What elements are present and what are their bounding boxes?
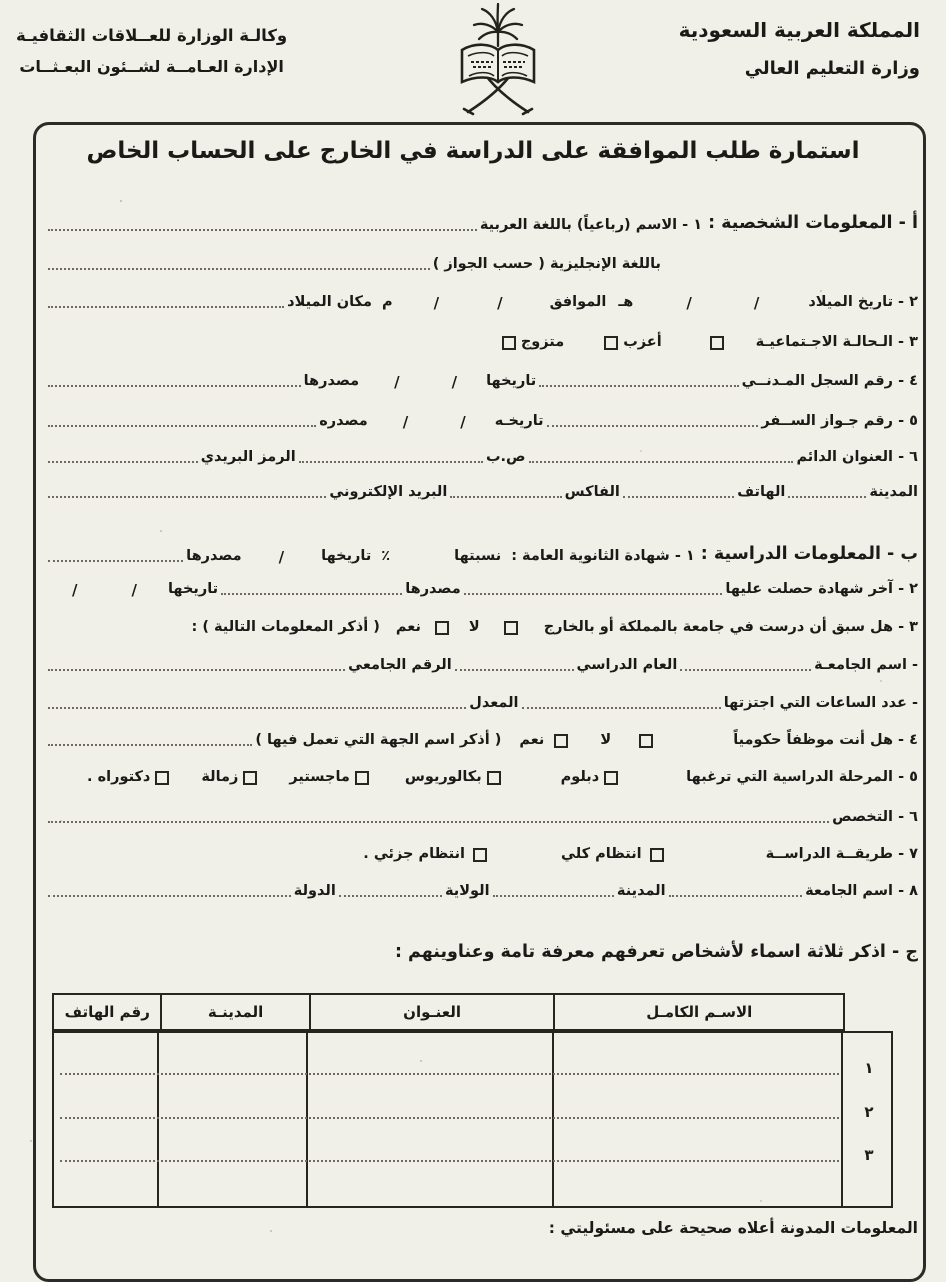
table-header-cell: المدينـة: [162, 995, 310, 1029]
field-label: ماجستير: [289, 769, 350, 785]
name-english-line: [45, 255, 661, 274]
field-label: العام الدراسي: [576, 657, 678, 673]
fill-line: [464, 591, 723, 595]
field-label: المعدل: [469, 695, 519, 711]
field-label: دكتوراه .: [87, 769, 151, 785]
references-table-header: [52, 993, 845, 1031]
field-label: انتظام جزئي .: [363, 846, 466, 862]
field-label: مصدرها: [186, 547, 242, 564]
field-label: تاريخها: [486, 373, 537, 389]
letterhead-left: [16, 26, 287, 76]
spacer: [611, 749, 637, 750]
agency-name: وكالـة الوزارة للعــلاقات الثقافيـة: [16, 26, 288, 45]
ministry-emblem: [448, 0, 548, 116]
field-label: ٤ - هل أنت موظفاً حكومياً: [733, 732, 918, 748]
spacer: [564, 351, 602, 352]
references-table-body: [52, 1031, 893, 1208]
spacer: [642, 863, 648, 864]
spacer: [359, 390, 393, 391]
fill-line: [48, 227, 477, 231]
spacer: [489, 863, 561, 864]
prior-study-line: [45, 618, 918, 637]
field-label: ١ - الاسم (رباعياً) باللغة العربية: [479, 216, 703, 233]
spacer: [570, 749, 600, 750]
spacer: [138, 598, 168, 599]
field-label: ٪: [381, 547, 391, 564]
spacer: [78, 598, 130, 599]
spacer: [368, 430, 402, 431]
field-label: مصدرها: [405, 581, 461, 597]
fill-line: [669, 893, 803, 897]
field-label: مصدرها: [303, 373, 360, 389]
date-slash: /: [433, 293, 440, 312]
checkbox-studied-yes: [435, 621, 449, 635]
table-header-cell: رقم الهاتف: [54, 995, 162, 1029]
spacer: [380, 636, 396, 637]
country-name: المملكة العربية السعودية: [678, 18, 920, 42]
fill-line: [299, 459, 483, 463]
row-number: ٢: [864, 1103, 874, 1121]
passport-line: [45, 412, 918, 431]
declaration-text: المعلومات المدونة أعلاه صحيحة على مسئوليتي :: [548, 1219, 918, 1237]
target-university-line: [45, 882, 918, 901]
spacer: [599, 786, 602, 787]
date-slash: /: [451, 372, 458, 391]
fill-line: [623, 494, 734, 498]
spacer: [242, 565, 278, 566]
spacer: [544, 749, 552, 750]
checkbox-fellowship: [243, 771, 257, 785]
secondary-cert-line: [45, 543, 918, 566]
checkbox-fulltime: [650, 848, 664, 862]
spacer: [633, 311, 685, 312]
fill-line: [48, 705, 466, 709]
fill-line: [493, 893, 614, 897]
date-slash: /: [753, 293, 760, 312]
date-slash: /: [394, 372, 400, 391]
field-label: المدينة: [616, 883, 666, 899]
field-label: الرمز البريدي: [200, 449, 296, 465]
section-c-heading: ج - اذكر ثلاثة اسماء لأشخاص تعرفهم معرفة تامة وعناوينهم :: [394, 942, 918, 962]
field-label: - عدد الساعات التي اجتزتها: [723, 695, 918, 711]
fill-line: [48, 819, 829, 823]
date-slash: /: [460, 412, 466, 431]
field-label: لا: [468, 619, 480, 635]
study-mode-line: [45, 845, 918, 864]
table-divider: [841, 1033, 843, 1206]
field-label: ١ - شهادة الثانوية العامة :: [511, 547, 695, 564]
spacer: [45, 598, 71, 599]
spacer: [695, 565, 701, 566]
permanent-address-line: [45, 448, 918, 467]
spacer: [372, 311, 382, 312]
field-label: تاريخها: [167, 581, 219, 597]
field-label: ( أذكر اسم الجهة التي تعمل فيها ): [255, 732, 502, 748]
fill-line: [529, 459, 794, 463]
spacer: [390, 565, 454, 566]
field-label: مصدره: [319, 413, 368, 429]
spacer: [504, 311, 550, 312]
fill-line: [48, 266, 430, 270]
spacer: [655, 749, 733, 750]
last-cert-line: [45, 580, 918, 599]
field-label: ( أذكر المعلومات التالية ) :: [191, 619, 380, 635]
ministry-name: وزارة التعليم العالي: [744, 58, 920, 79]
field-label: لا: [600, 732, 612, 748]
field-label: هـ: [618, 294, 634, 310]
field-label: الموافق: [549, 294, 607, 310]
date-slash: /: [402, 412, 409, 431]
section-a-heading: أ - المعلومات الشخصية :: [708, 213, 918, 233]
date-slash: /: [497, 293, 503, 312]
spacer: [371, 786, 405, 787]
spacer: [421, 636, 433, 637]
field-label: أعزب: [623, 334, 662, 350]
checkbox-marital: [710, 336, 724, 350]
spacer: [501, 749, 519, 750]
fill-line: [522, 705, 721, 709]
spacer: [465, 863, 471, 864]
fill-line: [339, 893, 442, 897]
checkbox-phd: [155, 771, 169, 785]
checkbox-employee-yes: [554, 734, 568, 748]
field-label: ٨ - اسم الجامعة: [805, 883, 918, 899]
field-label: ٥ - المرحلة الدراسية التي ترغبها: [686, 769, 918, 785]
date-slash: /: [686, 293, 692, 312]
field-label: نسبتها: [454, 547, 502, 564]
fill-line: [788, 494, 866, 498]
spacer: [726, 351, 756, 352]
section-b-heading: ب - المعلومات الدراسية :: [700, 544, 918, 564]
major-line: [45, 808, 918, 827]
checkbox-employee-no: [639, 734, 653, 748]
spacer: [503, 786, 561, 787]
spacer: [401, 390, 451, 391]
field-label: دبلوم: [560, 769, 600, 785]
spacer: [467, 430, 495, 431]
field-label: نعم: [519, 732, 545, 748]
fill-line: [48, 893, 291, 897]
table-divider: [306, 1033, 308, 1206]
checkbox-parttime: [473, 848, 487, 862]
field-label: ٤ - رقم السجل المـدنــي: [741, 373, 918, 389]
table-write-line: [60, 1160, 839, 1162]
field-label: ٢ - آخر شهادة حصلت عليها: [725, 581, 918, 597]
fill-line: [680, 667, 811, 671]
spacer: [620, 351, 623, 352]
spacer: [458, 390, 486, 391]
field-label: - اسم الجامعـة: [814, 657, 918, 673]
fill-line: [48, 304, 284, 308]
form-title: استمارة طلب الموافقة على الدراسة في الخارج على الحساب الخاص: [86, 138, 860, 164]
field-label: ٧ - طريقــة الدراســة: [765, 846, 918, 862]
fill-line: [48, 383, 301, 387]
table-divider: [552, 1033, 554, 1206]
degree-level-line: [45, 768, 918, 787]
spacer: [482, 786, 485, 787]
field-label: تاريخها: [321, 547, 372, 564]
date-slash: /: [131, 580, 137, 599]
spacer: [350, 786, 353, 787]
field-label: باللغة الإنجليزية ( حسب الجواز ): [432, 256, 661, 272]
field-label: مكان الميلاد: [287, 294, 372, 310]
spacer: [520, 636, 544, 637]
university-name-line: [45, 656, 918, 675]
field-label: زمالة: [201, 769, 239, 785]
table-header-cell: العنـوان: [311, 995, 556, 1029]
field-label: ٢ - تاريخ الميلاد: [808, 294, 918, 310]
checkbox-bachelor: [487, 771, 501, 785]
birth-date-line: [45, 293, 918, 312]
field-label: نعم: [395, 619, 421, 635]
spacer: [451, 636, 469, 637]
date-slash: /: [72, 580, 78, 599]
spacer: [285, 565, 321, 566]
table-write-line: [60, 1117, 839, 1119]
field-label: المدينة: [869, 484, 918, 500]
field-label: الولاية: [445, 883, 490, 899]
checkbox-master: [355, 771, 369, 785]
department-name: الإدارة العـامــة لشــئون البعـثــات: [19, 57, 284, 76]
spacer: [371, 565, 381, 566]
gov-employee-line: [45, 731, 918, 750]
field-label: الرقم الجامعي: [348, 657, 452, 673]
fill-line: [48, 558, 183, 562]
field-label: ص.ب: [485, 449, 526, 465]
field-label: الدولة: [293, 883, 336, 899]
spacer: [409, 430, 459, 431]
fill-line: [455, 667, 574, 671]
fill-line: [450, 494, 561, 498]
spacer: [518, 351, 521, 352]
city-phone-line: [45, 483, 918, 502]
spacer: [440, 311, 496, 312]
spacer: [760, 311, 808, 312]
date-slash: /: [278, 547, 285, 566]
spacer: [150, 786, 153, 787]
credit-hours-line: [45, 694, 918, 713]
field-label: ٥ - رقم جـواز الســفر: [761, 413, 918, 429]
field-label: ٣ - هل سبق أن درست في جامعة بالمملكة أو بالخارج: [543, 619, 918, 635]
row-number: ١: [864, 1059, 874, 1077]
table-divider: [157, 1033, 159, 1206]
field-label: م: [381, 294, 393, 310]
field-label: ٦ - العنوان الدائم: [796, 449, 918, 465]
spacer: [666, 863, 766, 864]
checkbox-single: [604, 336, 618, 350]
checkbox-married: [502, 336, 516, 350]
name-arabic-line: [45, 212, 918, 235]
spacer: [259, 786, 289, 787]
table-header-cell: الاسـم الكامـل: [646, 1003, 753, 1021]
fill-line: [539, 383, 738, 387]
civil-record-line: [45, 372, 918, 391]
checkbox-diploma: [604, 771, 618, 785]
fill-line: [48, 423, 316, 427]
field-label: الفاكس: [564, 484, 620, 500]
spacer: [501, 565, 511, 566]
spacer: [662, 351, 708, 352]
spacer: [620, 786, 686, 787]
fill-line: [48, 494, 326, 498]
field-label: ٦ - التخصص: [832, 809, 918, 825]
field-label: البريد الإلكتروني: [329, 484, 448, 500]
spacer: [702, 234, 708, 235]
field-label: ٣ - الـحالـة الاجـتماعيـة: [755, 334, 918, 350]
section-c-heading-line: [45, 941, 918, 964]
fill-line: [48, 459, 198, 463]
row-number: ٣: [864, 1146, 874, 1164]
fill-line: [221, 591, 402, 595]
field-label: متزوج: [520, 334, 565, 350]
field-label: تاريخـه: [494, 413, 544, 429]
spacer: [238, 786, 241, 787]
fill-line: [48, 742, 252, 746]
letterhead-right: [679, 18, 920, 79]
field-label: انتظام كلي: [561, 846, 642, 862]
marital-status-line: [45, 333, 918, 352]
spacer: [693, 311, 753, 312]
spacer: [480, 636, 502, 637]
field-label: بكالوريوس: [404, 769, 482, 785]
table-write-line: [60, 1073, 839, 1075]
fill-line: [48, 667, 345, 671]
field-label: الهاتف: [737, 484, 786, 500]
spacer: [171, 786, 201, 787]
spacer: [606, 311, 618, 312]
checkbox-studied-no: [504, 621, 518, 635]
spacer: [393, 311, 433, 312]
fill-line: [547, 423, 759, 427]
